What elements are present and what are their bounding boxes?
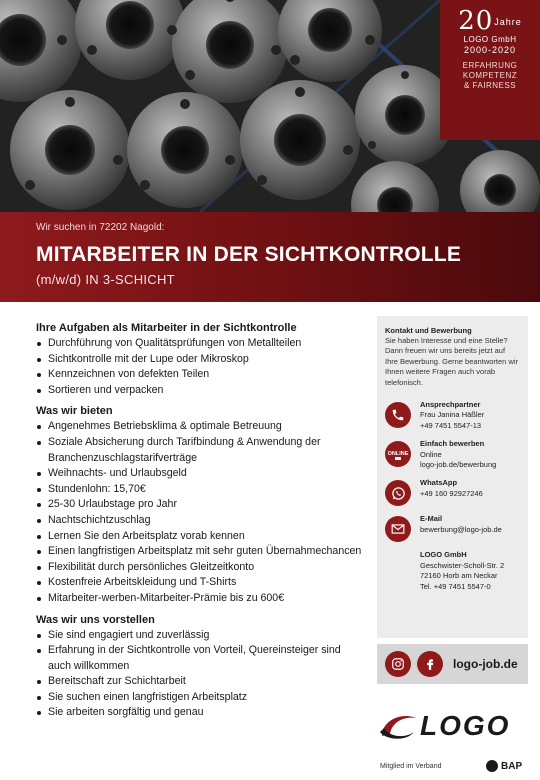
contact-whatsapp-number[interactable]: +49 160 92927246 bbox=[420, 488, 483, 498]
contact-email[interactable] bbox=[385, 514, 520, 542]
mail-icon bbox=[385, 516, 411, 542]
address-company: LOGO GmbH bbox=[420, 550, 467, 560]
social-strip bbox=[377, 644, 528, 684]
contact-person-title: Ansprechpartner bbox=[420, 400, 481, 410]
list-item: Sie sind engagiert und zuverlässig bbox=[36, 628, 366, 644]
whatsapp-icon bbox=[385, 480, 411, 506]
contact-heading: Kontakt und Bewerbung bbox=[385, 326, 472, 335]
list-item: Flexibilität durch persönliches Gleitzeitkonto bbox=[36, 560, 366, 576]
bap-mark-icon bbox=[486, 760, 498, 772]
logo-mark-icon bbox=[376, 706, 420, 746]
badge-value-1: ERFAHRUNG bbox=[462, 61, 518, 70]
company-address bbox=[420, 550, 520, 592]
badge-years: 2000-2020 bbox=[463, 45, 517, 55]
phone-icon bbox=[385, 402, 411, 428]
footer bbox=[380, 760, 530, 776]
list-item: Bereitschaft zur Schichtarbeit bbox=[36, 674, 366, 690]
contact-online[interactable] bbox=[385, 439, 520, 470]
anniversary-badge bbox=[440, 0, 540, 140]
job-intro: Wir suchen in 72202 Nagold: bbox=[36, 222, 165, 233]
badge-value-3: & FAIRNESS bbox=[463, 81, 517, 90]
contact-online-label: Online bbox=[420, 449, 442, 459]
list-item: Angenehmes Betriebsklima & optimale Betreuung bbox=[36, 419, 366, 435]
contact-person[interactable] bbox=[385, 400, 520, 431]
list-item: Nachtschichtzuschlag bbox=[36, 513, 366, 529]
company-logo bbox=[376, 704, 530, 748]
contact-text: Sie haben Interesse und eine Stelle? Dann freuen wir uns bereits jetzt auf Ihre Bewerbung. Gerne beantworten wir Ihnen weitere Fragen auch vorab telefonisch. bbox=[385, 336, 518, 387]
logo-wordmark: LOGO bbox=[420, 710, 511, 741]
section-heading: Ihre Aufgaben als Mitarbeiter in der Sichtkontrolle bbox=[36, 322, 297, 334]
job-subtitle: (m/w/d) IN 3-SCHICHT bbox=[36, 272, 175, 287]
footer-member-text: Mitglied im Verband bbox=[380, 763, 442, 770]
section-offer bbox=[36, 405, 366, 606]
list-item: Durchführung von Qualitätsprüfungen von Metallteilen bbox=[36, 336, 366, 352]
list-item: Lernen Sie den Arbeitsplatz vorab kennen bbox=[36, 529, 366, 545]
list-item: Weihnachts- und Urlaubsgeld bbox=[36, 466, 366, 482]
svg-text:ONLINE: ONLINE bbox=[387, 451, 409, 458]
instagram-icon[interactable] bbox=[385, 651, 411, 677]
list-item: Stundenlohn: 15,70€ bbox=[36, 482, 366, 498]
online-icon bbox=[385, 441, 411, 467]
bap-label: BAP bbox=[501, 760, 523, 772]
contact-email-address[interactable]: bewerbung@logo-job.de bbox=[420, 524, 502, 534]
address-street: Geschwister-Scholl-Str. 2 bbox=[420, 560, 505, 570]
task-list bbox=[36, 336, 366, 398]
list-item: Sichtkontrolle mit der Lupe oder Mikroskop bbox=[36, 352, 366, 368]
contact-person-phone[interactable]: +49 7451 5547-13 bbox=[420, 420, 482, 430]
list-item: Soziale Absicherung durch Tarifbindung & Anwendung der Branchenzuschlagstarifverträge bbox=[36, 435, 366, 466]
list-item: 25-30 Urlaubstage pro Jahr bbox=[36, 497, 366, 513]
offer-list bbox=[36, 419, 366, 606]
section-tasks bbox=[36, 322, 366, 398]
contact-online-url[interactable]: logo-job.de/bewerbung bbox=[420, 460, 497, 470]
list-item: Sortieren und verpacken bbox=[36, 383, 366, 399]
list-item: Kennzeichnen von defekten Teilen bbox=[36, 367, 366, 383]
list-item: Kostenfreie Arbeitskleidung und T-Shirts bbox=[36, 575, 366, 591]
job-title: MITARBEITER IN DER SICHTKONTROLLE bbox=[36, 243, 462, 266]
anniversary-years-label: Jahre bbox=[494, 17, 522, 27]
facebook-icon[interactable] bbox=[417, 651, 443, 677]
section-heading: Was wir bieten bbox=[36, 405, 113, 418]
list-item: Erfahrung in der Sichtkontrolle von Vorteil, Quereinsteiger sind auch willkommen bbox=[36, 643, 366, 674]
badge-company: LOGO GmbH bbox=[463, 35, 517, 44]
list-item: Sie suchen einen langfristigen Arbeitsplatz bbox=[36, 690, 366, 706]
badge-value-2: KOMPETENZ bbox=[462, 71, 518, 80]
contact-whatsapp-title: WhatsApp bbox=[420, 478, 458, 488]
anniversary-number: 20Jahre bbox=[458, 6, 522, 36]
contact-online-title: Einfach bewerben bbox=[420, 439, 485, 449]
address-city: 72160 Horb am Neckar bbox=[420, 571, 498, 581]
contact-email-title: E-Mail bbox=[420, 514, 443, 524]
list-item: Sie arbeiten sorgfältig und genau bbox=[36, 705, 366, 721]
hero-photo bbox=[0, 0, 540, 212]
section-profile bbox=[36, 614, 366, 722]
social-website[interactable]: logo-job.de bbox=[453, 657, 518, 671]
profile-list bbox=[36, 628, 366, 722]
contact-panel bbox=[377, 316, 528, 638]
bap-logo bbox=[486, 760, 522, 772]
title-band bbox=[0, 212, 540, 302]
list-item: Einen langfristigen Arbeitsplatz mit sehr guten Übernahmechancen bbox=[36, 544, 366, 560]
job-description bbox=[36, 322, 366, 728]
list-item: Mitarbeiter-werben-Mitarbeiter-Prämie bis zu 600€ bbox=[36, 591, 366, 607]
contact-whatsapp[interactable] bbox=[385, 478, 520, 506]
contact-person-name: Frau Janina Häßler bbox=[420, 410, 485, 420]
section-heading: Was wir uns vorstellen bbox=[36, 613, 155, 626]
address-phone: Tel. +49 7451 5547-0 bbox=[420, 581, 491, 591]
